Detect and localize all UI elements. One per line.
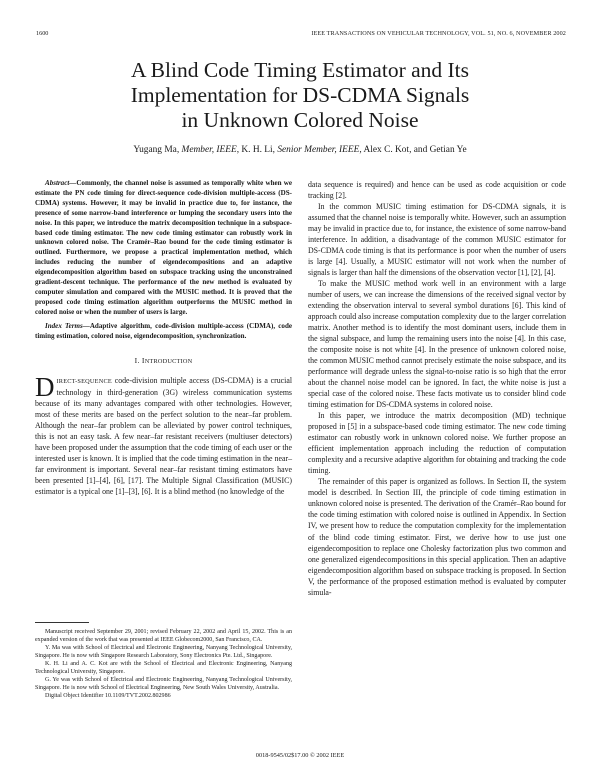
author-line bbox=[40, 145, 560, 155]
intro-text: code-division multiple access (DS-CDMA) is a crucial technology in third-generation (3G) wireless communication systems because of its many advantages compared with other technologies. However, most of these merits are based on the perfect solution to the near–far problem. Although the near–far problem can be alleviated by power control techniques, this is not an easy task. A few near–far resistant receivers (multiuser detectors) have been proposed under the assumption that the code timing of each user or the interested user is known. It is implied that the code timing estimation in the near–far environment is important. Several near–far resistant timing estimators have been presented [1]–[4], [6], [17]. The Multiple Signal Classification (MUSIC) estimator is a typical one [1]–[3], [6]. It is a blind method (no knowledge of the bbox=[35, 375, 292, 496]
abstract-label: Abstract— bbox=[45, 179, 77, 187]
author-1-role: Member, IEEE bbox=[181, 145, 237, 155]
journal-header: IEEE TRANSACTIONS ON VEHICULAR TECHNOLOGY, VOL. 51, NO. 6, NOVEMBER 2002 bbox=[311, 30, 566, 37]
right-paragraph-1: data sequence is required) and hence can be used as code acquisition or code tracking [2]. bbox=[308, 180, 566, 201]
footnote-ma: Y. Ma was with School of Electrical and Electronic Engineering, Nanyang Technological University, Singapore. He is now with Singapore Research Laboratory, Sony Electronics Pte. Ltd., Singapore. bbox=[35, 645, 292, 660]
title-line-3: in Unknown Colored Noise bbox=[181, 108, 419, 132]
footnote-rule bbox=[35, 622, 89, 623]
footnote-ye: G. Ye was with School of Electrical and Electronic Engineering, Nanyang Technological University, Singapore. He is now with School of Electrical Engineering, New South Wales University, Australia. bbox=[35, 677, 292, 692]
index-terms bbox=[35, 322, 292, 342]
right-column bbox=[308, 179, 566, 598]
author-3: , Alex C. Kot, and Getian Ye bbox=[359, 145, 467, 155]
footnote-doi: Digital Object Identifier 10.1109/TVT.2002.802986 bbox=[45, 693, 171, 700]
left-column bbox=[35, 179, 292, 497]
drop-cap: D bbox=[35, 371, 55, 402]
page-number: 1600 bbox=[36, 30, 49, 37]
right-paragraph-3: To make the MUSIC method work well in an environment with a large number of users, we can increase the dimensions of the received signal vector by extending the observation interval to several symbol durations [6]. This kind of approach could also increase computation complexity due to the larger correlation matrix. Another method is to identify the most dominant users, include them in the signal subspace, and lump the remaining users into the noise [4]. In this case, the composite noise is not white [4]. In the presence of unknown colored noise, the common MUSIC method cannot precisely estimate the noise subspace, and its performance will degrade unless the signal-to-noise ratio is so high that the error about the channel noise model can be ignored. In fact, the white noise is just a special case of the colored noise. These facts motivate us to consider blind code timing estimation for DS-CDMA systems in colored noise. bbox=[308, 279, 566, 410]
section-first-letter: I bbox=[141, 355, 145, 365]
intro-paragraph bbox=[35, 371, 292, 497]
abstract-text: Commonly, the channel noise is assumed as temporally white when we estimate the PN code timing for direct-sequence code-division multiple-access (DS-CDMA) systems. However, it may be invalid in practice due to, for instance, the presence of some narrow-band interference or lumping the secondary users into the noise. In this paper, we introduce the matrix decomposition technique in a subspace-based code timing estimator. The new code timing estimator can robustly work in unknown colored noise. The Cramér–Rao bound for the code timing estimator is outlined. Furthermore, we propose a practical implementation method, which includes reducing the number of eigendecompositions and an adaptive eigendecomposition algorithm based on subspace tracking using the unconstrained gradient-descent technique. The performance of the new method is evaluated by computer simulation and compared with the MUSIC method. It is proved that the proposed code timing estimation algorithm outperforms the MUSIC method in colored noise or when the number of users is large. bbox=[35, 179, 292, 316]
footnotes bbox=[35, 628, 292, 700]
running-header bbox=[36, 30, 566, 42]
section-heading-introduction bbox=[35, 355, 292, 367]
copyright-line: 0018-9545/02$17.00 © 2002 IEEE bbox=[255, 752, 345, 759]
author-2-role: Senior Member, IEEE bbox=[277, 145, 360, 155]
author-1: Yugang Ma, bbox=[133, 145, 182, 155]
intro-lead-word: IRECT-SEQUENCE bbox=[56, 377, 112, 385]
author-2: , K. H. Li, bbox=[236, 145, 278, 155]
paper-title bbox=[40, 58, 560, 133]
abstract bbox=[35, 179, 292, 318]
index-terms-text: Adaptive algorithm, code-division multiple-access (CDMA), code timing estimation, colored noise, eigendecomposition, synchronization. bbox=[35, 321, 292, 340]
section-numeral: I. bbox=[134, 355, 142, 365]
right-paragraph-5: The remainder of this paper is organized as follows. In Section II, the system model is described. In Section III, the principle of code timing estimation in unknown colored noise is presented. The derivation of the Cramér–Rao bound for the code timing estimation with colored noise is outlined in Appendix. In Section IV, we present how to reduce the computation complexity for the implementation of the blind code timing estimator. First, we derive how to use just one eigendecomposition to replace one Cholesky factorization plus two common and one generalized eigendecompositions in this special application. Then an adaptive eigendecomposition algorithm based on subspace tracking is proposed. In Section V, the performance of the proposed estimation method is evaluated by computer simula- bbox=[308, 477, 566, 597]
index-terms-label: Index Terms— bbox=[45, 321, 90, 330]
footnote-li-kot: K. H. Li and A. C. Kot are with the School of Electrical and Electronic Engineering, Nanyang Technological University, Singapore. bbox=[35, 661, 292, 676]
right-paragraph-4: In this paper, we introduce the matrix decomposition (MD) technique proposed in [5] in a subspace-based code timing estimator. The new code timing estimator can robustly work in unknown colored noise. We further propose an efficient implementation approach including the reduction of computation complexity and a recursive adaptive algorithm for obtaining and tracking the code timing. bbox=[308, 411, 566, 476]
right-paragraph-2: In the common MUSIC timing estimation for DS-CDMA signals, it is assumed that the channel noise is temporally white. However, such an assumption may be invalid in practice due to, for instance, the existence of some narrow-band interference. In addition, a disadvantage of the common MUSIC estimator for DS-CDMA code timing is that its performance is poor when the number of users is large [4]. Usually, a MUSIC estimator will not work when the number of signals is larger than half the dimensions of the observation vector [1], [2], [4]. bbox=[308, 202, 566, 278]
footnote-manuscript: Manuscript received September 29, 2001; revised February 22, 2002 and April 15, 2002. This is an expanded version of the work that was presented at IEEE Globecom2000, San Francisco, CA. bbox=[35, 629, 292, 644]
section-title-rest: NTRODUCTION bbox=[144, 357, 193, 365]
title-line-1: A Blind Code Timing Estimator and Its bbox=[130, 58, 470, 82]
title-line-2: Implementation for DS-CDMA Signals bbox=[130, 83, 470, 107]
